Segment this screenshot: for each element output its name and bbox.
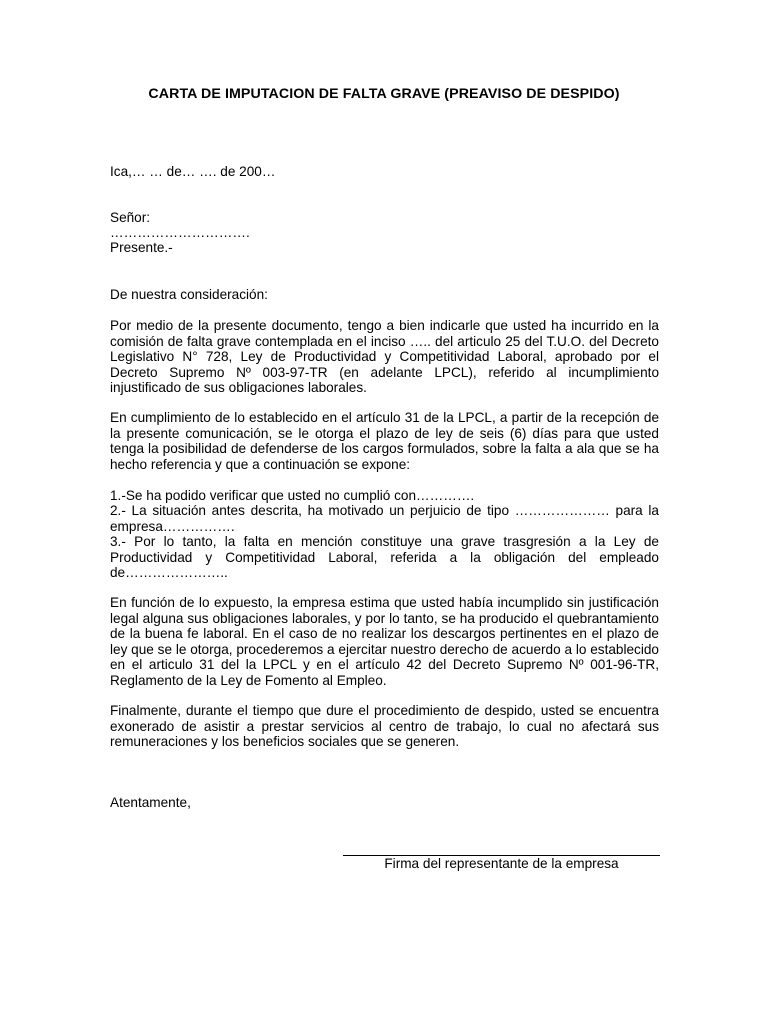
paragraph-deadline: En cumplimiento de lo establecido en el artículo 31 de la LPCL, a partir de la recepción de la presente comunicación, se le otorga el plazo de ley de seis (6) días para que usted tenga la posibilidad de defenderse de los cargos formulados, sobre la falta a ala que se ha hecho referencia y que a continuación se expone: bbox=[110, 410, 659, 472]
recipient-presente: Presente.- bbox=[110, 240, 173, 255]
date-line: Ica,… … de… …. de 200… bbox=[110, 164, 276, 179]
list-item-3: 3.- Por lo tanto, la falta en mención constituye una grave trasgresión a la Ley de Productividad y Competitividad Laboral, referida a la obligación del empleado de………………….. bbox=[110, 534, 659, 580]
list-item-1: 1.-Se ha podido verificar que usted no cumplió con…………. bbox=[110, 488, 475, 503]
letter-title: CARTA DE IMPUTACION DE FALTA GRAVE (PREAVISO DE DESPIDO) bbox=[148, 86, 620, 102]
paragraph-closing-note: Finalmente, durante el tiempo que dure el procedimiento de despido, usted se encuentra exonerado de asistir a prestar servicios al centro de trabajo, lo cual no afectará sus remuneraciones y los beneficios sociales que se generen. bbox=[110, 703, 659, 749]
paragraph-intro: Por medio de la presente documento, tengo a bien indicarle que usted ha incurrido en la comisión de falta grave contemplada en el inciso ….. del articulo 25 del T.U.O. del Decreto Legislativo N° 728, Ley de Productividad y Competitividad Laboral, aprobado por el Decreto Supremo Nº 003-97-TR (en adelante LPCL), referido al incumplimiento injustificado de sus obligaciones laborales. bbox=[110, 318, 659, 395]
recipient-name-placeholder: …………………………. bbox=[110, 225, 250, 240]
list-item-2: 2.- La situación antes descrita, ha motivado un perjuicio de tipo ………………… para la empresa……………. bbox=[110, 503, 659, 534]
signature-label: Firma del representante de la empresa bbox=[384, 856, 619, 871]
closing: Atentamente, bbox=[110, 795, 191, 810]
recipient-salutation: Señor: bbox=[110, 210, 151, 225]
greeting: De nuestra consideración: bbox=[110, 287, 268, 302]
paragraph-consequences: En función de lo expuesto, la empresa estima que usted había incumplido sin justificación legal alguna sus obligaciones laborales, y por lo tanto, se ha producido el quebrantamiento de la buena fe laboral. En el caso de no realizar los descargos pertinentes en el plazo de ley que se le otorga, procederemos a ejercitar nuestro derecho de acuerdo a lo establecido en el articulo 31 del la LPCL y en el artículo 42 del Decreto Supremo Nº 001-96-TR, Reglamento de la Ley de Fomento al Empleo. bbox=[110, 595, 659, 688]
